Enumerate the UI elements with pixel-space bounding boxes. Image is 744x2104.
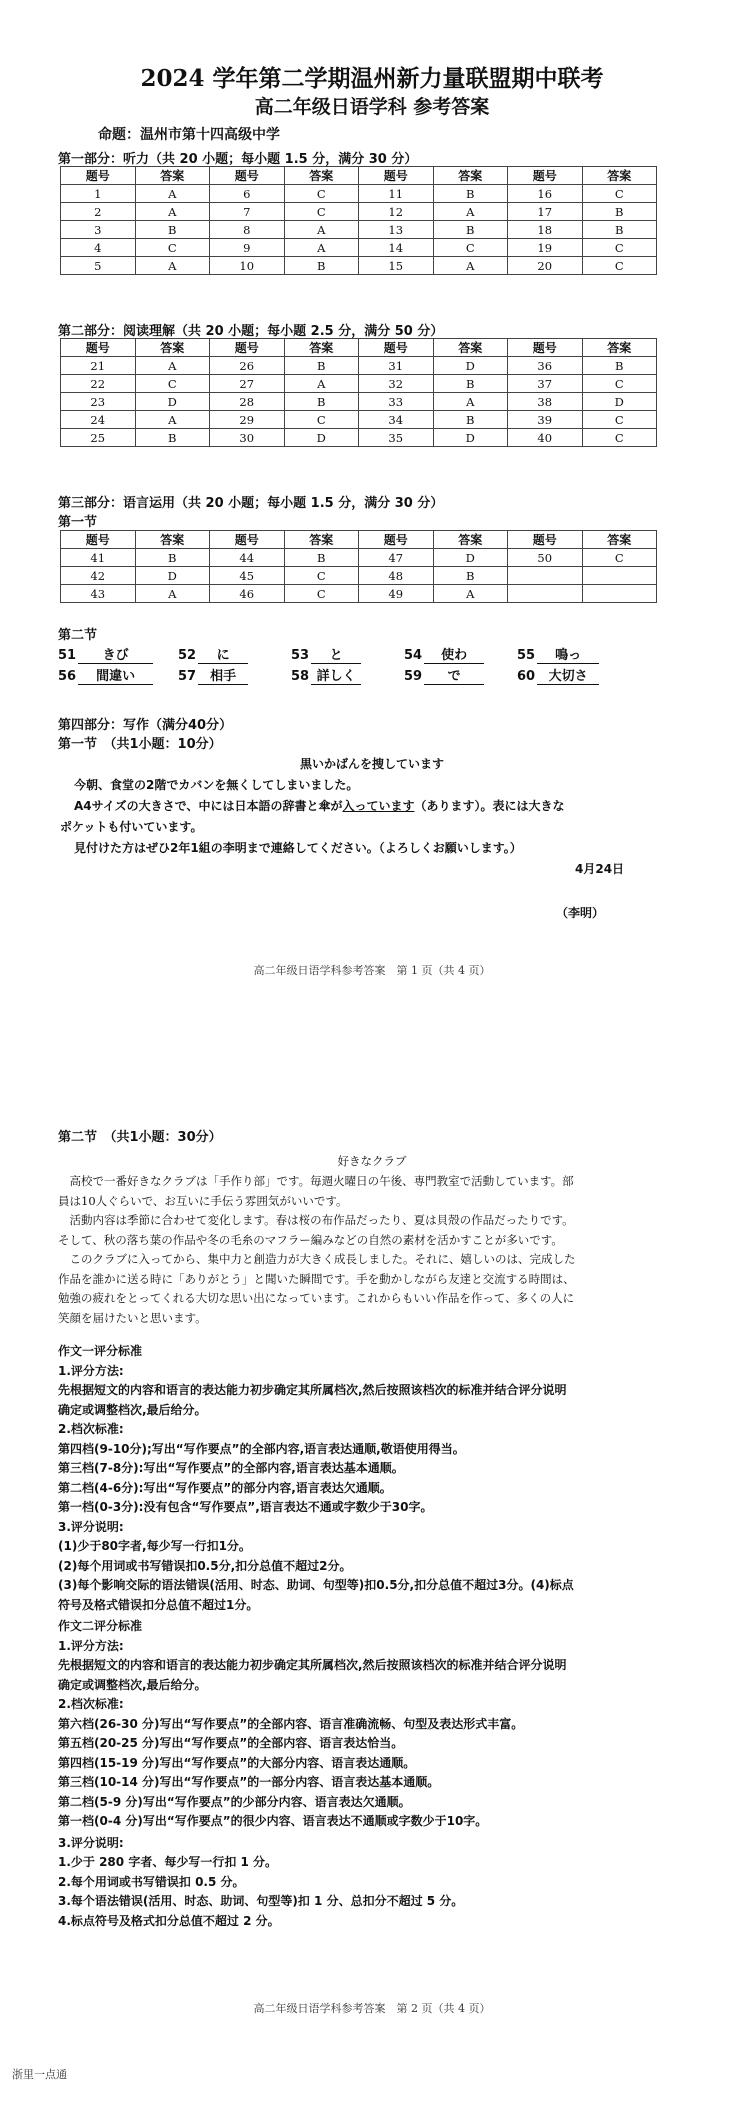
header-answer: 答案 <box>433 531 508 549</box>
answer-cell: C <box>284 203 359 221</box>
exam-title: 2024 学年第二学期温州新力量联盟期中联考 <box>140 65 604 92</box>
rubric-line: 4.标点符号及格式扣分总值不超过 2 分。 <box>58 1913 280 1928</box>
fill-item <box>291 644 404 664</box>
table-row <box>61 585 657 603</box>
essay1-line: 見付けた方はぜひ2年1組の李明まで連絡してください。（よろしくお願いします。） <box>74 841 522 855</box>
question-number: 31 <box>359 357 434 375</box>
answer-cell: B <box>135 429 210 447</box>
question-number: 16 <box>508 185 583 203</box>
rubric-line: (3)每个影响交际的语法错误(活用、时态、助词、句型等)扣0.5分,扣分总值不超过3分。(4)标点 <box>58 1578 574 1592</box>
fill-number: 58 <box>291 669 310 684</box>
fill-answer: で <box>424 665 484 685</box>
answer-cell: A <box>284 221 359 239</box>
rubric-line: 确定或调整档次,最后给分。 <box>58 1402 207 1417</box>
header-answer: 答案 <box>284 167 359 185</box>
rubric-line: 先根据短文的内容和语言的表达能力初步确定其所属档次,然后按照该档次的标准并结合评分说明 <box>58 1383 567 1397</box>
question-number: 33 <box>359 393 434 411</box>
fill-item <box>291 665 404 685</box>
answer-cell: B <box>433 221 508 239</box>
header-answer: 答案 <box>433 339 508 357</box>
question-number: 50 <box>508 549 583 567</box>
answer-cell: C <box>284 567 359 585</box>
answer-cell <box>582 585 657 603</box>
answer-cell: B <box>284 549 359 567</box>
setter-line: 命题：温州市第十四高级中学 <box>98 127 280 143</box>
answer-cell: B <box>582 221 657 239</box>
question-number: 42 <box>61 567 136 585</box>
answer-cell: C <box>284 411 359 429</box>
question-number: 49 <box>359 585 434 603</box>
rubric-line: 第五档(20-25 分)写出“写作要点”的全部内容、语言表达恰当。 <box>58 1736 404 1750</box>
rubric-line: 第二档(4-6分):写出“写作要点”的部分内容,语言表达欠通顺。 <box>58 1480 392 1495</box>
rubric-line: 作文一评分标准 <box>58 1344 143 1358</box>
header-answer: 答案 <box>582 167 657 185</box>
table-header-row <box>61 531 657 549</box>
rubric-line: 确定或调整档次,最后给分。 <box>58 1677 207 1692</box>
answer-cell: D <box>582 393 657 411</box>
rubric-line: 1.评分方法: <box>58 1363 124 1378</box>
answer-cell: C <box>284 585 359 603</box>
rubric-line: 第四档(9-10分);写出“写作要点”的全部内容,语言表达通顺,敬语使用得当。 <box>58 1441 465 1456</box>
header-question-number: 题号 <box>359 531 434 549</box>
question-number: 1 <box>61 185 136 203</box>
page1-footer: 高二年级日语学科参考答案 第 1 页（共 4 页） <box>253 964 491 977</box>
table-row <box>61 185 657 203</box>
question-number: 23 <box>61 393 136 411</box>
essay1-signature: （李明） <box>556 906 605 920</box>
question-number: 43 <box>61 585 136 603</box>
question-number: 20 <box>508 257 583 275</box>
essay1-line: 今朝、食堂の2階でカバンを無くしてしまいました。 <box>74 778 359 792</box>
rubric-line: 符号及格式错误扣分总值不超过1分。 <box>58 1597 259 1612</box>
header-answer: 答案 <box>284 339 359 357</box>
answer-cell: B <box>135 549 210 567</box>
fill-number: 52 <box>178 648 197 663</box>
question-number: 18 <box>508 221 583 239</box>
question-number: 4 <box>61 239 136 257</box>
question-number: 46 <box>210 585 285 603</box>
question-number: 44 <box>210 549 285 567</box>
fill-answer: 相手 <box>198 665 248 685</box>
question-number: 11 <box>359 185 434 203</box>
table-row <box>61 429 657 447</box>
question-number: 8 <box>210 221 285 239</box>
rubric-line: 3.每个语法错误(活用、时态、助词、句型等)扣 1 分、总扣分不超过 5 分。 <box>58 1894 464 1908</box>
answer-cell: B <box>582 203 657 221</box>
header-question-number: 题号 <box>508 531 583 549</box>
question-number: 7 <box>210 203 285 221</box>
page2-footer: 高二年级日语学科参考答案 第 2 页（共 4 页） <box>253 2002 491 2015</box>
essay2-line: 作品を誰かに送る時に「ありがとう」と聞いた瞬間です。手を動かしながら友達と交流する時間は、 <box>58 1271 575 1286</box>
part3-section2-label: 第二节 <box>58 628 98 643</box>
answer-cell: B <box>284 257 359 275</box>
part3-section1-label: 第一节 <box>58 515 98 530</box>
fill-answer: に <box>198 644 248 664</box>
answer-cell: C <box>582 549 657 567</box>
question-number: 25 <box>61 429 136 447</box>
table-header-row <box>61 339 657 357</box>
essay2-line: 高校で一番好きなクラブは「手作り部」です。毎週火曜日の午後、専門教室で活動しています。部 <box>58 1174 574 1188</box>
fill-item <box>404 644 517 664</box>
answer-cell: C <box>582 239 657 257</box>
question-number: 27 <box>210 375 285 393</box>
header-answer: 答案 <box>582 531 657 549</box>
answer-cell: A <box>135 585 210 603</box>
answer-cell: A <box>433 393 508 411</box>
answer-cell: A <box>135 411 210 429</box>
fill-answer: きび <box>78 644 153 664</box>
fill-answer: 間違い <box>78 665 153 685</box>
question-number: 34 <box>359 411 434 429</box>
question-number: 9 <box>210 239 285 257</box>
answer-cell: D <box>433 549 508 567</box>
header-question-number: 题号 <box>210 339 285 357</box>
rubric-line: 1.评分方法: <box>58 1638 124 1653</box>
answer-cell: D <box>284 429 359 447</box>
rubric-line: 第一档(0-4 分)写出“写作要点”的很少内容、语言表达不通顺或字数少于10字。 <box>58 1814 488 1828</box>
fill-number: 53 <box>291 648 310 663</box>
question-number: 40 <box>508 429 583 447</box>
table-row <box>61 239 657 257</box>
answer-cell: B <box>135 221 210 239</box>
fill-number: 60 <box>517 669 536 684</box>
question-number: 37 <box>508 375 583 393</box>
answer-cell: B <box>433 185 508 203</box>
answer-cell: C <box>582 411 657 429</box>
table-row <box>61 221 657 239</box>
fill-answer: 詳しく <box>311 665 361 685</box>
table-row <box>61 375 657 393</box>
table-row <box>61 203 657 221</box>
header-question-number: 题号 <box>61 339 136 357</box>
question-number: 29 <box>210 411 285 429</box>
fill-answer: 大切さ <box>537 665 599 685</box>
fill-number: 59 <box>404 669 423 684</box>
header-question-number: 题号 <box>359 167 434 185</box>
question-number: 28 <box>210 393 285 411</box>
question-number: 35 <box>359 429 434 447</box>
question-number: 21 <box>61 357 136 375</box>
answer-cell: D <box>135 567 210 585</box>
answer-cell: B <box>284 393 359 411</box>
question-number: 13 <box>359 221 434 239</box>
fill-number: 56 <box>58 669 77 684</box>
answer-cell: A <box>433 203 508 221</box>
table-row <box>61 357 657 375</box>
answer-cell: B <box>284 357 359 375</box>
table-header-row <box>61 167 657 185</box>
question-number: 47 <box>359 549 434 567</box>
rubric-line: 第四档(15-19 分)写出“写作要点”的大部分内容、语言表达通顺。 <box>58 1755 416 1770</box>
answer-cell: A <box>284 375 359 393</box>
rubric-line: 2.每个用词或书写错误扣 0.5 分。 <box>58 1874 245 1889</box>
fill-number: 57 <box>178 669 197 684</box>
answer-cell: D <box>433 429 508 447</box>
rubric-line: 先根据短文的内容和语言的表达能力初步确定其所属档次,然后按照该档次的标准并结合评分说明 <box>58 1658 567 1672</box>
header-question-number: 题号 <box>210 167 285 185</box>
answer-cell: A <box>135 185 210 203</box>
question-number: 2 <box>61 203 136 221</box>
part4-section1-label: 第一节 （共1小题：10分） <box>58 737 222 752</box>
fill-number: 55 <box>517 648 536 663</box>
essay1-date: 4月24日 <box>575 862 625 876</box>
fill-row <box>58 644 641 665</box>
rubric-line: 1.少于 280 字者、每少写一行扣 1 分。 <box>58 1855 278 1869</box>
fill-item <box>178 665 291 685</box>
question-number: 24 <box>61 411 136 429</box>
fill-item <box>178 644 291 664</box>
rubric-line: 第三档(10-14 分)写出“写作要点”的一部分内容、语言表达基本通顺。 <box>58 1775 440 1789</box>
answer-cell: A <box>433 257 508 275</box>
part4-heading: 第四部分：写作（满分40分） <box>58 718 233 733</box>
page2-section2-label: 第二节 （共1小题：30分） <box>58 1130 222 1145</box>
header-question-number: 题号 <box>508 167 583 185</box>
answer-cell: C <box>582 429 657 447</box>
answer-cell: A <box>433 585 508 603</box>
header-question-number: 题号 <box>61 531 136 549</box>
answer-cell: C <box>582 185 657 203</box>
question-number: 45 <box>210 567 285 585</box>
question-number: 3 <box>61 221 136 239</box>
header-question-number: 题号 <box>210 531 285 549</box>
question-number: 6 <box>210 185 285 203</box>
question-number <box>508 567 583 585</box>
question-number: 39 <box>508 411 583 429</box>
answer-cell: A <box>135 203 210 221</box>
rubric-line: (2)每个用词或书写错误扣0.5分,扣分总值不超过2分。 <box>58 1558 352 1573</box>
fill-item <box>517 665 641 685</box>
header-answer: 答案 <box>135 339 210 357</box>
header-answer: 答案 <box>284 531 359 549</box>
question-number: 30 <box>210 429 285 447</box>
question-number: 19 <box>508 239 583 257</box>
essay2-body <box>58 1172 698 1328</box>
essay2-line: このクラブに入ってから、集中力と創造力が大きく成長しました。それに、嬉しいのは、完成した <box>58 1252 576 1266</box>
answer-cell: A <box>284 239 359 257</box>
fill-item <box>58 644 178 664</box>
header-question-number: 题号 <box>508 339 583 357</box>
fill-in-answers <box>58 644 641 686</box>
question-number: 32 <box>359 375 434 393</box>
fill-row <box>58 665 641 686</box>
fill-item <box>517 644 641 664</box>
part1-heading: 第一部分：听力（共 20 小题；每小题 1.5 分，满分 30 分） <box>58 152 418 167</box>
rubric-line: (1)少于80字者,每少写一行扣1分。 <box>58 1539 251 1553</box>
table-row <box>61 549 657 567</box>
table-row <box>61 567 657 585</box>
answer-cell: B <box>433 411 508 429</box>
exam-subtitle: 高二年级日语学科 参考答案 <box>254 96 490 118</box>
question-number: 15 <box>359 257 434 275</box>
answer-cell: D <box>433 357 508 375</box>
question-number: 12 <box>359 203 434 221</box>
header-answer: 答案 <box>433 167 508 185</box>
table-row <box>61 393 657 411</box>
rubric-line: 作文二评分标准 <box>58 1619 143 1633</box>
rubric-line: 3.评分说明: <box>58 1835 124 1850</box>
header-question-number: 题号 <box>359 339 434 357</box>
fill-item <box>404 665 517 685</box>
answer-cell: D <box>135 393 210 411</box>
answer-cell: A <box>135 357 210 375</box>
rubric-line: 第三档(7-8分):写出“写作要点”的全部内容,语言表达基本通顺。 <box>58 1461 404 1475</box>
question-number <box>508 585 583 603</box>
fill-answer: 使わ <box>424 644 484 664</box>
essay1-line: ポケットも付いています。 <box>60 820 203 834</box>
answer-cell <box>582 567 657 585</box>
essay2-title: 好きなクラブ <box>337 1154 407 1168</box>
part2-answer-table <box>60 338 657 447</box>
question-number: 41 <box>61 549 136 567</box>
answer-cell: C <box>433 239 508 257</box>
question-number: 10 <box>210 257 285 275</box>
answer-cell: C <box>135 239 210 257</box>
watermark: 浙里一点通 <box>12 2068 67 2081</box>
scoring-rubric <box>58 1342 698 1931</box>
rubric-line: 2.档次标准: <box>58 1422 124 1436</box>
rubric-line: 第六档(26-30 分)写出“写作要点”的全部内容、语言准确流畅、句型及表达形式丰富。 <box>58 1716 524 1731</box>
header-answer: 答案 <box>135 167 210 185</box>
part3-heading: 第三部分：语言运用（共 20 小题；每小题 1.5 分，满分 30 分） <box>58 496 444 511</box>
part2-heading: 第二部分：阅读理解（共 20 小题；每小题 2.5 分，满分 50 分） <box>58 324 444 339</box>
essay2-line: 笑顔を届けたいと思います。 <box>58 1310 207 1325</box>
rubric-line: 第二档(5-9 分)写出“写作要点”的少部分内容、语言表达欠通顺。 <box>58 1794 411 1809</box>
essay2-line: 活動内容は季節に合わせて変化します。春は桜の布作品だったり、夏は貝殻の作品だったりです。 <box>58 1213 574 1227</box>
essay1-title: 黒いかばんを捜しています <box>299 757 444 771</box>
question-number: 17 <box>508 203 583 221</box>
header-answer: 答案 <box>135 531 210 549</box>
answer-cell: C <box>284 185 359 203</box>
rubric-line: 第一档(0-3分):没有包含“写作要点”,语言表达不通或字数少于30字。 <box>58 1500 433 1514</box>
part1-answer-table <box>60 166 657 275</box>
fill-item <box>58 665 178 685</box>
question-number: 38 <box>508 393 583 411</box>
question-number: 48 <box>359 567 434 585</box>
essay2-line: 員は10人ぐらいで、お互いに手伝う雰囲気がいいです。 <box>58 1193 348 1208</box>
header-answer: 答案 <box>582 339 657 357</box>
answer-cell: C <box>135 375 210 393</box>
fill-answer: と <box>311 644 361 664</box>
essay1-line: A4サイズの大きさで、中には日本語の辞書と傘が入っています（あります）。表には大きな <box>74 799 565 813</box>
part3-answer-table <box>60 530 657 603</box>
rubric-line: 2.档次标准: <box>58 1697 124 1711</box>
table-row <box>61 411 657 429</box>
question-number: 5 <box>61 257 136 275</box>
question-number: 26 <box>210 357 285 375</box>
question-number: 14 <box>359 239 434 257</box>
answer-cell: B <box>433 375 508 393</box>
question-number: 36 <box>508 357 583 375</box>
answer-cell: A <box>135 257 210 275</box>
essay2-line: 勉強の疲れをとってくれる大切な思い出になっています。これからもいい作品を作って、多くの人に <box>58 1291 575 1305</box>
question-number: 22 <box>61 375 136 393</box>
fill-number: 51 <box>58 648 77 663</box>
answer-cell: C <box>582 375 657 393</box>
rubric-line: 3.评分说明: <box>58 1519 124 1534</box>
essay2-line: そして、秋の落ち葉の作品や冬の毛糸のマフラー編みなどの自然の素材を活かすことが多いです。 <box>58 1232 563 1247</box>
answer-cell: C <box>582 257 657 275</box>
header-question-number: 题号 <box>61 167 136 185</box>
answer-cell: B <box>582 357 657 375</box>
answer-cell: B <box>433 567 508 585</box>
fill-number: 54 <box>404 648 423 663</box>
fill-answer: 鳴っ <box>537 644 599 664</box>
table-row <box>61 257 657 275</box>
